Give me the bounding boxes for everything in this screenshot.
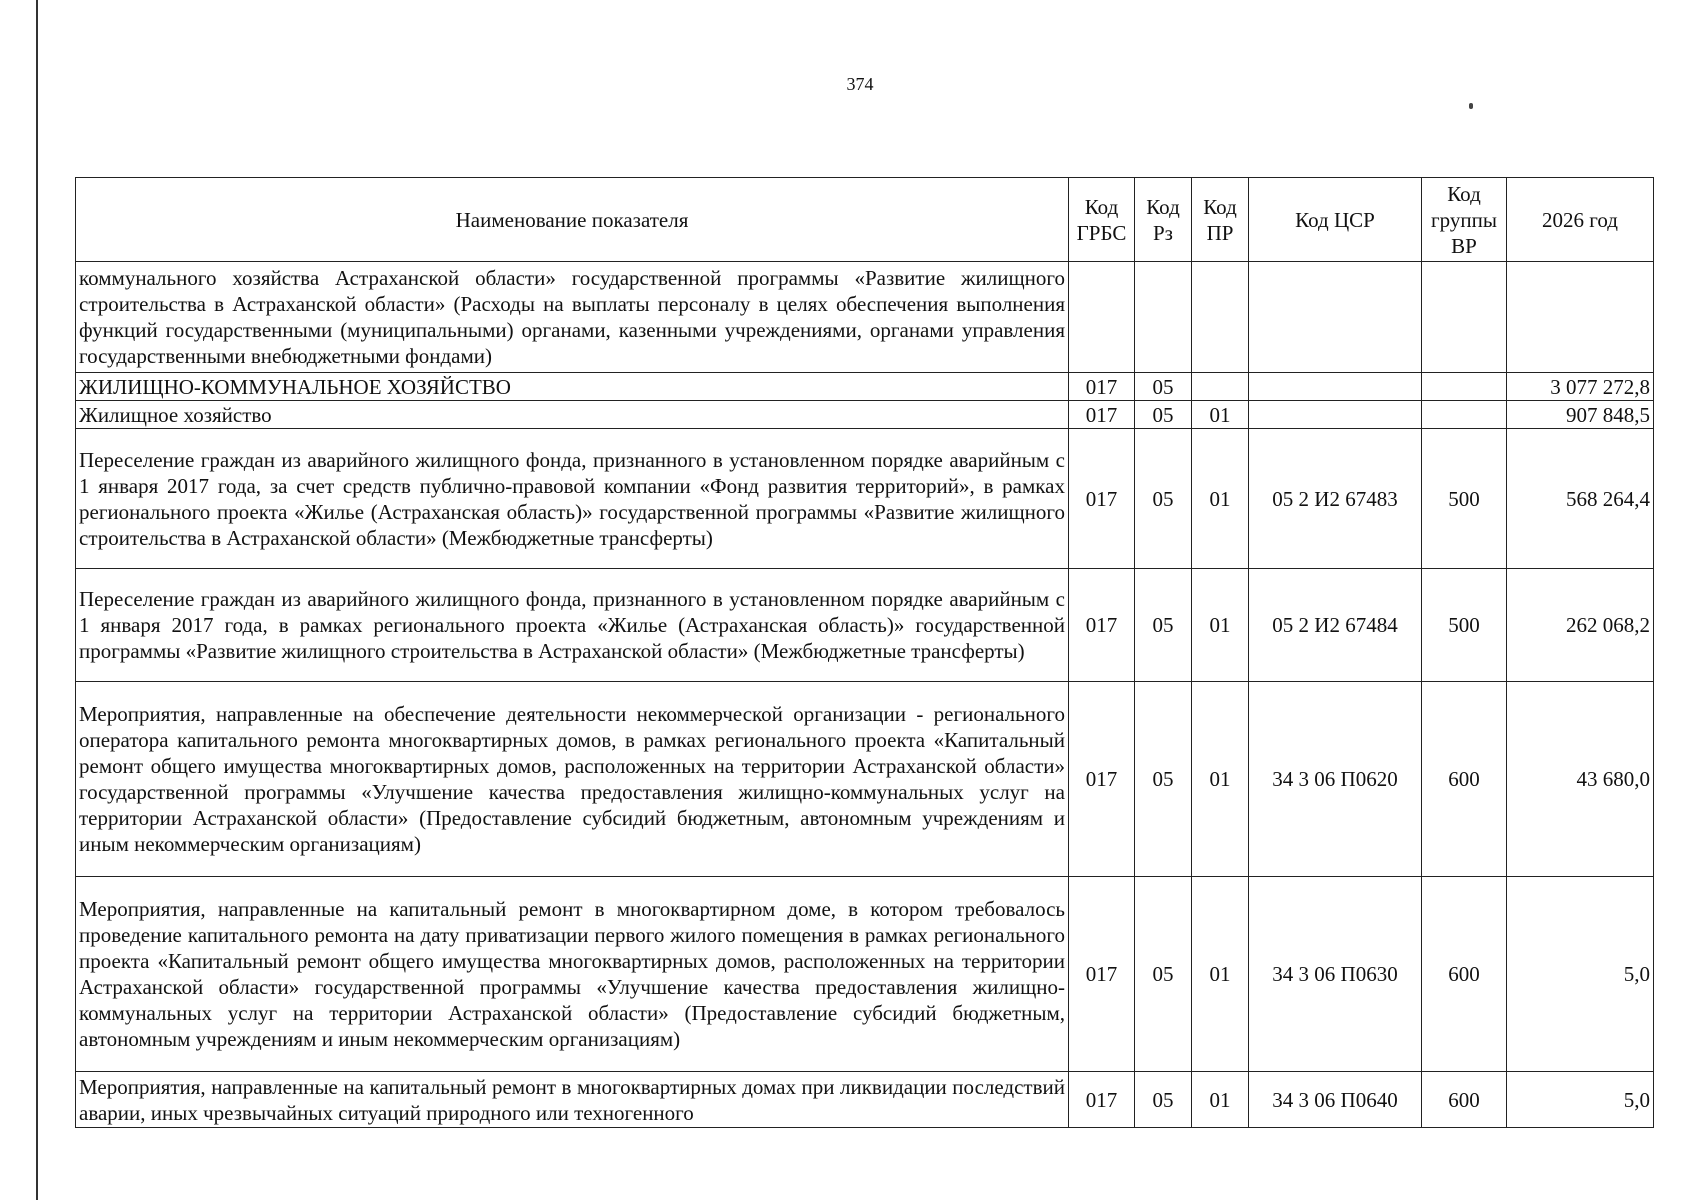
page-left-edge-line	[36, 0, 38, 1200]
row-csr: 05 2 И2 67484	[1249, 569, 1422, 682]
table-row	[76, 373, 1654, 401]
row-name: коммунального хозяйства Астраханской области» государственной программы «Развитие жилищного строительства в Астраханской области» (Расходы на выплаты персоналу в целях обеспечения выполнения функций государственными (муниципальными) органами, казенными учреждениями, органами управления государственными внебюджетными фондами)	[76, 262, 1069, 373]
row-grbs: 017	[1069, 569, 1135, 682]
header-name: Наименование показателя	[76, 178, 1069, 262]
row-grbs: 017	[1069, 877, 1135, 1072]
row-amount: 568 264,4	[1507, 429, 1654, 569]
row-amount: 5,0	[1507, 1072, 1654, 1128]
row-amount: 262 068,2	[1507, 569, 1654, 682]
table-row	[76, 682, 1654, 877]
row-rz: 05	[1135, 569, 1192, 682]
row-name: Переселение граждан из аварийного жилищного фонда, признанного в установленном порядке аварийным с 1 января 2017 года, в рамках регионального проекта «Жилье (Астраханская область)» государственной программы «Развитие жилищного строительства в Астраханской области» (Межбюджетные трансферты)	[76, 569, 1069, 682]
row-pr: 01	[1192, 429, 1249, 569]
row-grbs: 017	[1069, 682, 1135, 877]
row-name: Мероприятия, направленные на капитальный ремонт в многоквартирном доме, в котором требовалось проведение капитального ремонта на дату приватизации первого жилого помещения в рамках регионального проекта «Капитальный ремонт общего имущества многоквартирных домов, расположенных на территории Астраханской области» государственной программы «Улучшение качества предоставления жилищно-коммунальных услуг на территории Астраханской области» (Предоставление субсидий бюджетным, автономным учреждениям и иным некоммерческим организациям)	[76, 877, 1069, 1072]
row-pr: 01	[1192, 569, 1249, 682]
row-amount: 43 680,0	[1507, 682, 1654, 877]
row-name: Мероприятия, направленные на капитальный ремонт в многоквартирных домах при ликвидации последствий аварии, иных чрезвычайных ситуаций природного или техногенного	[76, 1072, 1069, 1128]
row-vr: 600	[1422, 1072, 1507, 1128]
table-row	[76, 877, 1654, 1072]
row-amount: 5,0	[1507, 877, 1654, 1072]
row-pr	[1192, 373, 1249, 401]
row-pr: 01	[1192, 401, 1249, 429]
row-name: ЖИЛИЩНО-КОММУНАЛЬНОЕ ХОЗЯЙСТВО	[76, 373, 1069, 401]
row-csr: 34 3 06 П0640	[1249, 1072, 1422, 1128]
row-grbs: 017	[1069, 373, 1135, 401]
row-vr	[1422, 262, 1507, 373]
budget-table	[75, 177, 1654, 1128]
header-year: 2026 год	[1507, 178, 1654, 262]
row-amount: 907 848,5	[1507, 401, 1654, 429]
row-rz: 05	[1135, 429, 1192, 569]
row-vr: 600	[1422, 682, 1507, 877]
table-row	[76, 429, 1654, 569]
row-amount: 3 077 272,8	[1507, 373, 1654, 401]
row-csr: 34 3 06 П0630	[1249, 877, 1422, 1072]
row-name: Переселение граждан из аварийного жилищного фонда, признанного в установленном порядке аварийным с 1 января 2017 года, за счет средств публично-правовой компании «Фонд развития территорий», в рамках регионального проекта «Жилье (Астраханская область)» государственной программы «Развитие жилищного строительства в Астраханской области» (Межбюджетные трансферты)	[76, 429, 1069, 569]
scan-speck	[1469, 103, 1473, 109]
row-rz: 05	[1135, 373, 1192, 401]
table-row	[76, 569, 1654, 682]
row-pr: 01	[1192, 1072, 1249, 1128]
header-vr: Код группы ВР	[1422, 178, 1507, 262]
row-csr	[1249, 401, 1422, 429]
row-pr: 01	[1192, 877, 1249, 1072]
row-csr: 34 3 06 П0620	[1249, 682, 1422, 877]
row-csr	[1249, 262, 1422, 373]
row-grbs: 017	[1069, 429, 1135, 569]
table-row	[76, 401, 1654, 429]
row-amount	[1507, 262, 1654, 373]
row-grbs: 017	[1069, 1072, 1135, 1128]
row-vr: 500	[1422, 569, 1507, 682]
row-name: Мероприятия, направленные на обеспечение деятельности некоммерческой организации - регионального оператора капитального ремонта многоквартирных домов, в рамках регионального проекта «Капитальный ремонт общего имущества многоквартирных домов, расположенных на территории Астраханской области» государственной программы «Улучшение качества предоставления жилищно-коммунальных услуг на территории Астраханской области» (Предоставление субсидий бюджетным, автономным учреждениям и иным некоммерческим организациям)	[76, 682, 1069, 877]
table-row	[76, 1072, 1654, 1128]
row-rz: 05	[1135, 877, 1192, 1072]
row-vr	[1422, 373, 1507, 401]
row-vr: 600	[1422, 877, 1507, 1072]
row-rz: 05	[1135, 401, 1192, 429]
row-csr: 05 2 И2 67483	[1249, 429, 1422, 569]
row-name: Жилищное хозяйство	[76, 401, 1069, 429]
row-grbs: 017	[1069, 401, 1135, 429]
table-header-row	[76, 178, 1654, 262]
row-vr: 500	[1422, 429, 1507, 569]
row-rz	[1135, 262, 1192, 373]
row-vr	[1422, 401, 1507, 429]
header-grbs: Код ГРБС	[1069, 178, 1135, 262]
page-number: 374	[846, 74, 874, 94]
table-row	[76, 262, 1654, 373]
row-rz: 05	[1135, 682, 1192, 877]
header-rz: Код Рз	[1135, 178, 1192, 262]
row-pr	[1192, 262, 1249, 373]
row-pr: 01	[1192, 682, 1249, 877]
header-pr: Код ПР	[1192, 178, 1249, 262]
row-rz: 05	[1135, 1072, 1192, 1128]
header-csr: Код ЦСР	[1249, 178, 1422, 262]
row-csr	[1249, 373, 1422, 401]
row-grbs	[1069, 262, 1135, 373]
